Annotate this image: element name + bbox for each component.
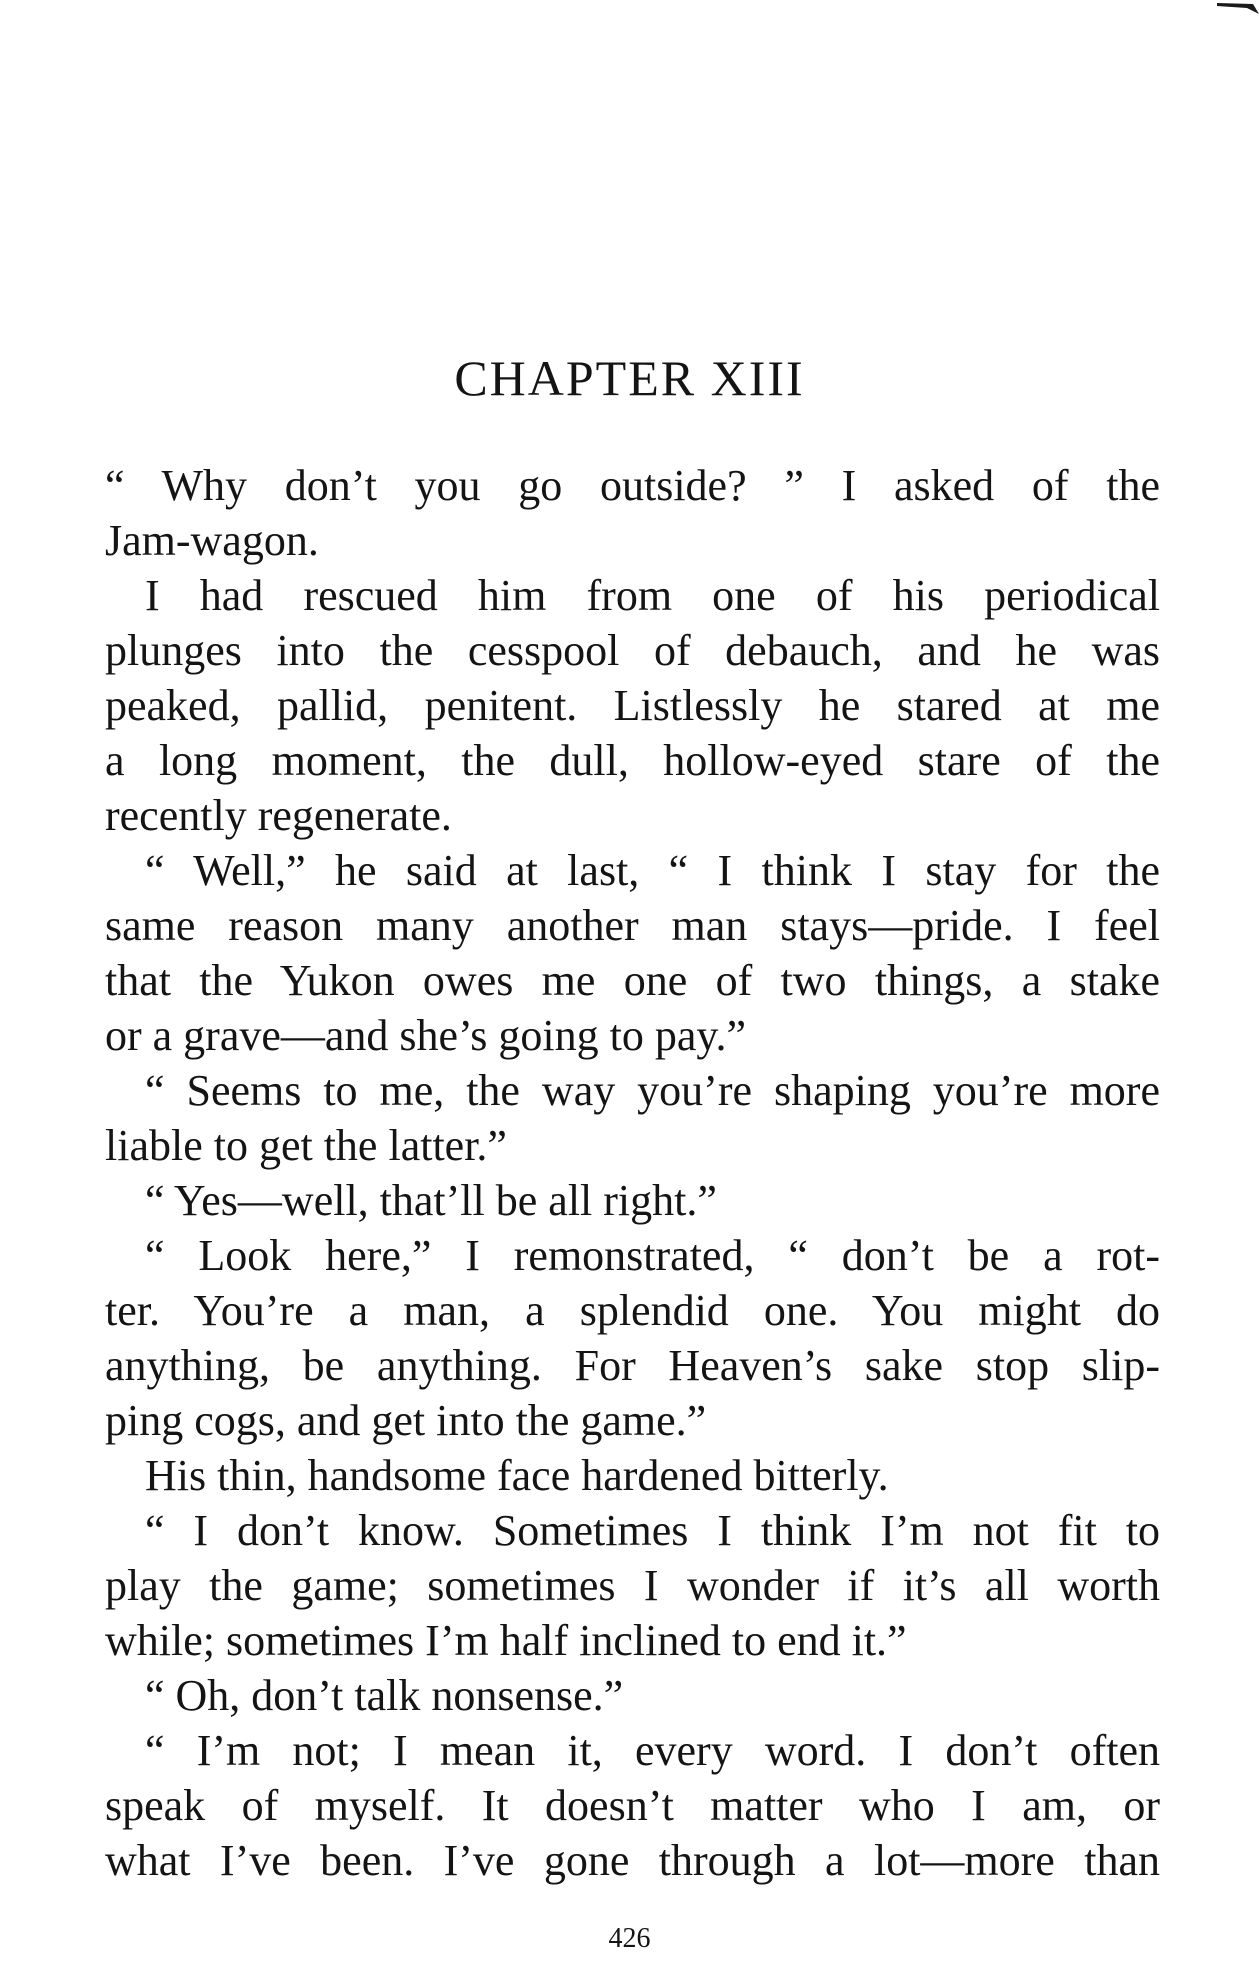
text-line: “ I’m not; I mean it, every word. I don’t often [145, 1726, 1160, 1775]
text-line: “ Oh, don’t talk nonsense.” [145, 1671, 624, 1720]
text-line: plunges into the cesspool of debauch, and he was [105, 626, 1160, 675]
text-line: “ Well,” he said at last, “ I think I stay for the [145, 846, 1160, 895]
text-line: same reason many another man stays—pride. I feel [105, 901, 1160, 950]
text-line: what I’ve been. I’ve gone through a lot—more than [105, 1836, 1160, 1885]
text-line: or a grave—and she’s going to pay.” [105, 1011, 747, 1060]
text-line: “ I don’t know. Sometimes I think I’m not fit to [145, 1506, 1160, 1555]
text-line: while; sometimes I’m half inclined to end it.” [105, 1616, 907, 1665]
text-line: speak of myself. It doesn’t matter who I am, or [105, 1781, 1160, 1830]
text-line: ping cogs, and get into the game.” [105, 1396, 707, 1445]
text-line: liable to get the latter.” [105, 1121, 507, 1170]
text-line: I had rescued him from one of his periodical [145, 571, 1160, 620]
text-line: peaked, pallid, penitent. Listlessly he stared at me [105, 681, 1160, 730]
chapter-title: CHAPTER XIII [454, 350, 805, 406]
text-line: “ Why don’t you go outside? ” I asked of the [105, 461, 1160, 510]
text-line: recently regenerate. [105, 791, 452, 840]
text-line: a long moment, the dull, hollow-eyed stare of the [105, 736, 1160, 785]
text-line: play the game; sometimes I wonder if it’s all worth [105, 1561, 1160, 1610]
page-number: 426 [608, 1923, 651, 1954]
text-line: anything, be anything. For Heaven’s sake stop slip- [105, 1341, 1160, 1390]
text-line: “ Yes—well, that’ll be all right.” [145, 1176, 717, 1225]
body-text [105, 458, 1160, 1888]
text-line: that the Yukon owes me one of two things, a stake [105, 956, 1160, 1005]
text-line: Jam-wagon. [105, 516, 319, 565]
corner-marker-arrow [1217, 0, 1259, 14]
text-line: His thin, handsome face hardened bitterly. [145, 1451, 889, 1500]
text-line: ter. You’re a man, a splendid one. You might do [105, 1286, 1160, 1335]
text-line: “ Look here,” I remonstrated, “ don’t be a rot- [145, 1231, 1160, 1280]
text-line: “ Seems to me, the way you’re shaping you’re more [145, 1066, 1160, 1115]
